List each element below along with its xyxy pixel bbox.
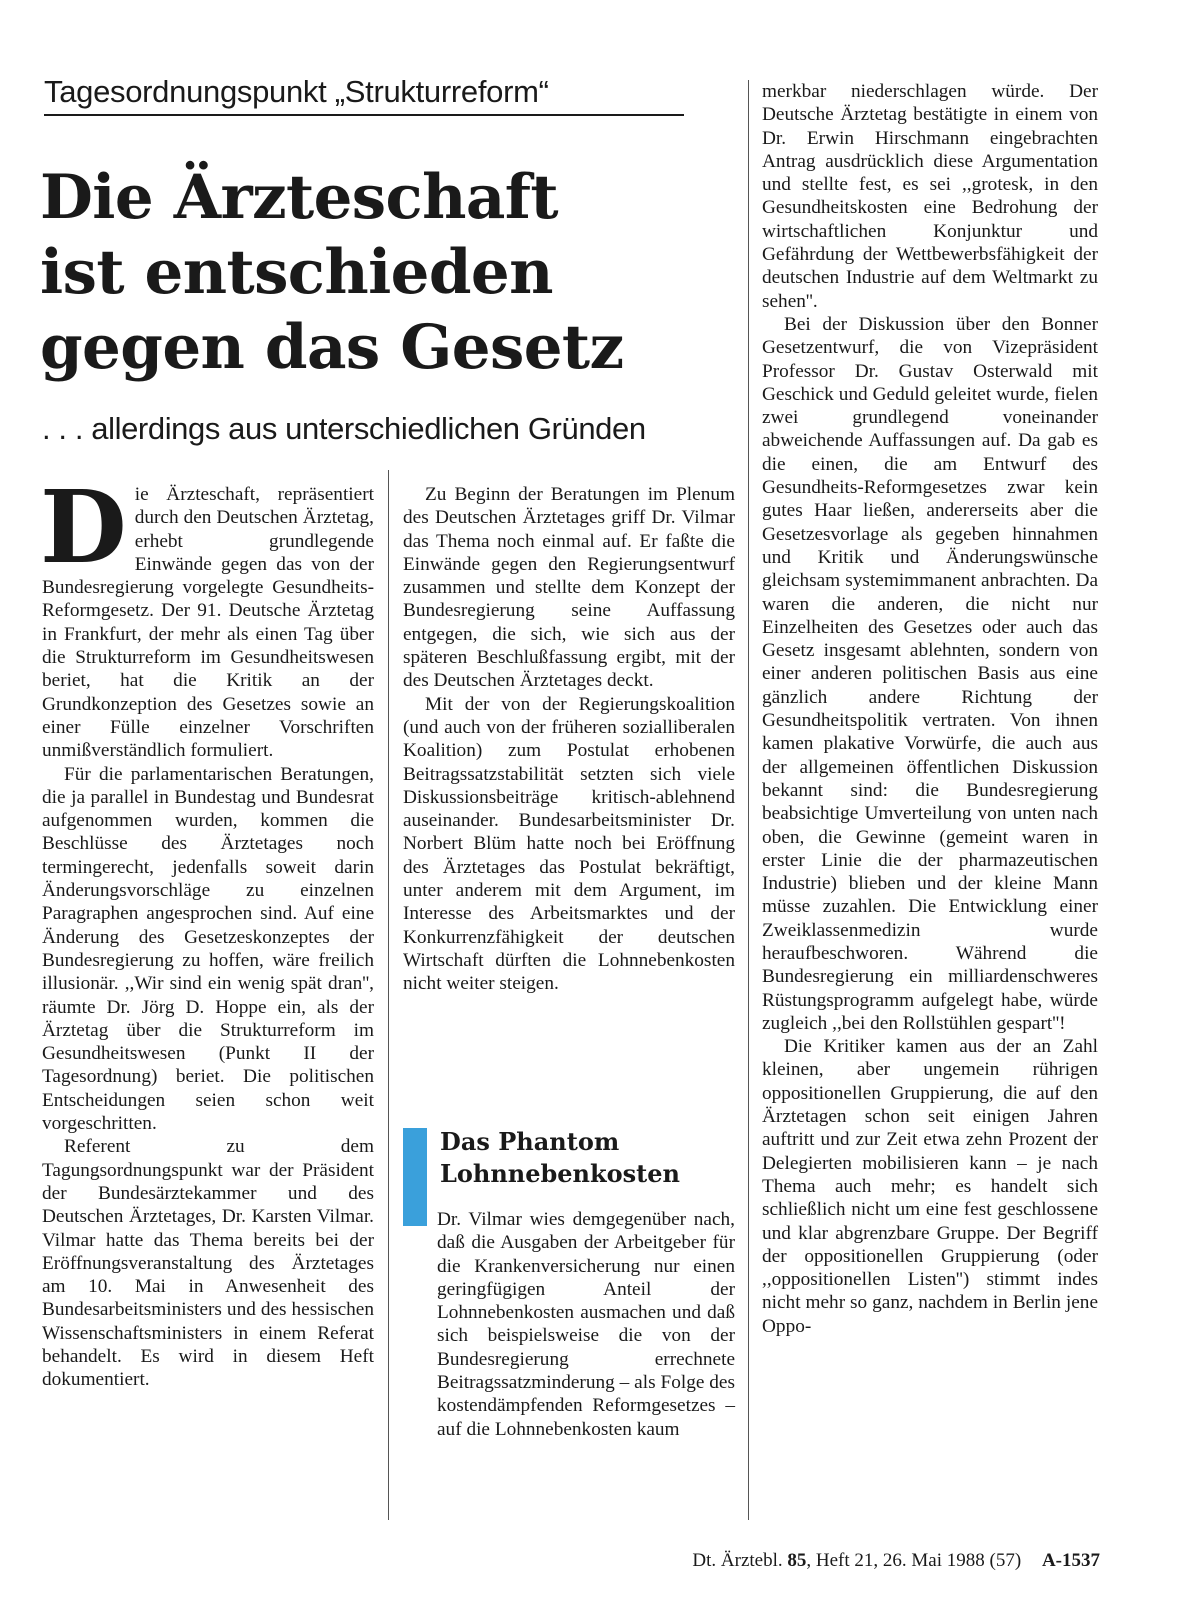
paragraph: Für die parlamentarischen Beratungen, die ja parallel in Bundestag und Bundesrat aufgenommen wurden, kommen die Beschlüsse des Ärztetages noch termingerecht, jedenfalls soweit darin Änderungsvorschläge zu einzelnen Paragraphen angesprochen sind. Auf eine Änderung des Gesetzeskonzeptes der Bundesregierung zu hoffen, wäre freilich illusionär. ,,Wir sind ein wenig spät dran'', räumte Dr. Jörg D. Hoppe ein, als der Ärztetag über die Strukturreform im Gesundheitswesen (Punkt II der Tagesordnung) beriet. Die politischen Entscheidungen seien schon weit vorgeschritten. <box>42 763 374 1135</box>
issue-info: , Heft 21, 26. Mai 1988 (57) <box>806 1550 1022 1571</box>
paragraph: Die Kritiker kamen aus der an Zahl kleinen, aber ungemein rührigen oppositionellen Gruppierung, die auf den Ärztetagen schon seit einigen Jahren auftritt und zur Zeit etwa zehn Prozent der Delegierten mobilisieren kann – je nach Thema auch mehr; es handelt sich schließlich nicht um eine fest geschlossene und klar abgrenzbare Gruppe. Der Begriff der oppositionellen Gruppierung (oder ,,oppositionellen Listen'') stimmt indes nicht mehr so ganz, nachdem in Berlin jene Oppo- <box>762 1036 1098 1337</box>
subhead-line: Lohnnebenkosten <box>440 1159 680 1188</box>
headline-line: gegen das Gesetz <box>40 312 624 383</box>
article-column-2-continued <box>403 1208 735 1441</box>
paragraph: Referent zu dem Tagungsordnungspunkt war der Präsident der Bundesärztekammer und des Deutschen Ärztetages, Dr. Karsten Vilmar. Vilmar hatte das Thema bereits bei der Eröffnungsveranstaltung des Ärztetages am 10. Mai in Anwesenheit des Bundesarbeitsministers und des hessischen Wissenschaftsministers in einem Referat behandelt. Es wird in diesem Heft dokumentiert. <box>42 1136 374 1391</box>
volume-number: 85 <box>787 1550 807 1571</box>
column-divider <box>748 80 749 1520</box>
headline-line: Die Ärzteschaft <box>40 162 558 233</box>
drop-cap: D <box>40 468 127 586</box>
subline: . . . allerdings aus unterschiedlichen Gründen <box>42 411 646 446</box>
page-footer <box>692 1549 1100 1573</box>
subhead-line: Das Phantom <box>440 1127 620 1156</box>
article-column-2 <box>403 483 735 996</box>
article-column-3 <box>762 80 1098 1338</box>
headline <box>40 160 760 385</box>
subhead-text <box>440 1126 740 1190</box>
journal-name: Dt. Ärztebl. <box>692 1550 783 1571</box>
paragraph: Bei der Diskussion über den Bonner Gesetzentwurf, die von Vizepräsident Professor Dr. Gustav Osterwald mit Geschick und Geduld geleitet wurde, fielen zwei grundlegend voneinander abweichende Auffassungen auf. Da gab es die einen, die am Entwurf des Gesundheits-Reformgesetzes zwar kein gutes Haar ließen, andererseits aber die Gesetzesvorlage als gegeben hinnahmen und Kritik und Änderungswünsche gleichsam systemimmanent anbrachten. Da waren die anderen, die nicht nur Einzelheiten des Gesetzes oder auch das Gesetz insgesamt ablehnten, sondern von einer anderen politischen Basis aus eine gänzlich andere Richtung der Gesundheitspolitik vertraten. Von ihnen kamen plakative Vorwürfe, die auch aus der allgemeinen öffentlichen Diskussion bekannt sind: die Bundesregierung beabsichtige Umverteilung von unten nach oben, die Gewinne (gemeint waren in erster Linie die der pharmazeutischen Industrie) blieben und der kleine Mann müsse zuzahlen. Die Entwicklung einer Zweiklassenmedizin wurde heraufbeschworen. Während die Bundesregierung ein milliardenschweres Rüstungsprogramm aufgelegt habe, würde zugleich ,,bei den Rollstühlen gespart''! <box>762 313 1098 1034</box>
article-column-1 <box>40 468 374 1392</box>
paragraph: Zu Beginn der Beratungen im Plenum des Deutschen Ärztetages griff Dr. Vilmar das Thema noch einmal auf. Er faßte die Einwände gegen den Regierungsentwurf zusammen und stellte dem Konzept der Bundesregierung seine Auffassung entgegen, die sich, wie sich aus der späteren Beschlußfassung ergibt, mit der des Deutschen Ärztetages deckt. <box>403 484 735 692</box>
paragraph: Mit der von der Regierungskoalition (und auch von der früheren sozialliberalen Koalition) zum Postulat erhobenen Beitragssatzstabilität setzten sich viele Diskussionsbeiträge kritisch-ablehnend auseinander. Bundesarbeitsminister Dr. Norbert Blüm hatte noch bei Eröffnung des Ärztetages das Postulat bekräftigt, unter anderem mit dem Argument, im Interesse des Arbeitsmarktes und der Konkurrenzfähigkeit der deutschen Wirtschaft dürften die Lohnnebenkosten nicht weiter steigen. <box>403 693 735 995</box>
paragraph: ie Ärzteschaft, repräsentiert durch den Deutschen Ärztetag, erhebt grundlegende Einwände gegen das von der Bundesregierung vorgelegte Gesundheits-Reformgesetz. Der 91. Deutsche Ärztetag in Frankfurt, der mehr als einen Tag über die Strukturreform im Gesundheitswesen beriet, hat die Kritik an der Grundkonzeption des Gesetzes sowie an einer Fülle einzelner Vorschriften unmißverständlich formuliert. <box>42 484 374 762</box>
paragraph: Dr. Vilmar wies demgegenüber nach, daß die Ausgaben der Arbeitgeber für die Krankenversicherung nur einen geringfügigen Anteil der Lohnnebenkosten ausmachen und daß sich beispielsweise die von der Bundesregierung errechnete Beitragssatzminderung – als Folge des kostendämpfenden Reformgesetzes – auf die Lohnnebenkosten kaum <box>437 1209 735 1440</box>
kicker-title: Tagesordnungspunkt „Strukturreform“ <box>44 72 684 116</box>
headline-line: ist entschieden <box>40 237 553 308</box>
page-number: A-1537 <box>1041 1550 1100 1571</box>
paragraph: merkbar niederschlagen würde. Der Deutsche Ärztetag bestätigte in einem von Dr. Erwin Hirschmann eingebrachten Antrag ausdrücklich diese Argumentation und stellte fest, es sei ,,grotesk, in den Gesundheitskosten eine Bedrohung der wirtschaftlichen Konjunktur und Gefährdung der Wettbewerbsfähigkeit der deutschen Industrie auf dem Weltmarkt zu sehen''. <box>762 81 1098 312</box>
column-divider <box>388 470 389 1520</box>
